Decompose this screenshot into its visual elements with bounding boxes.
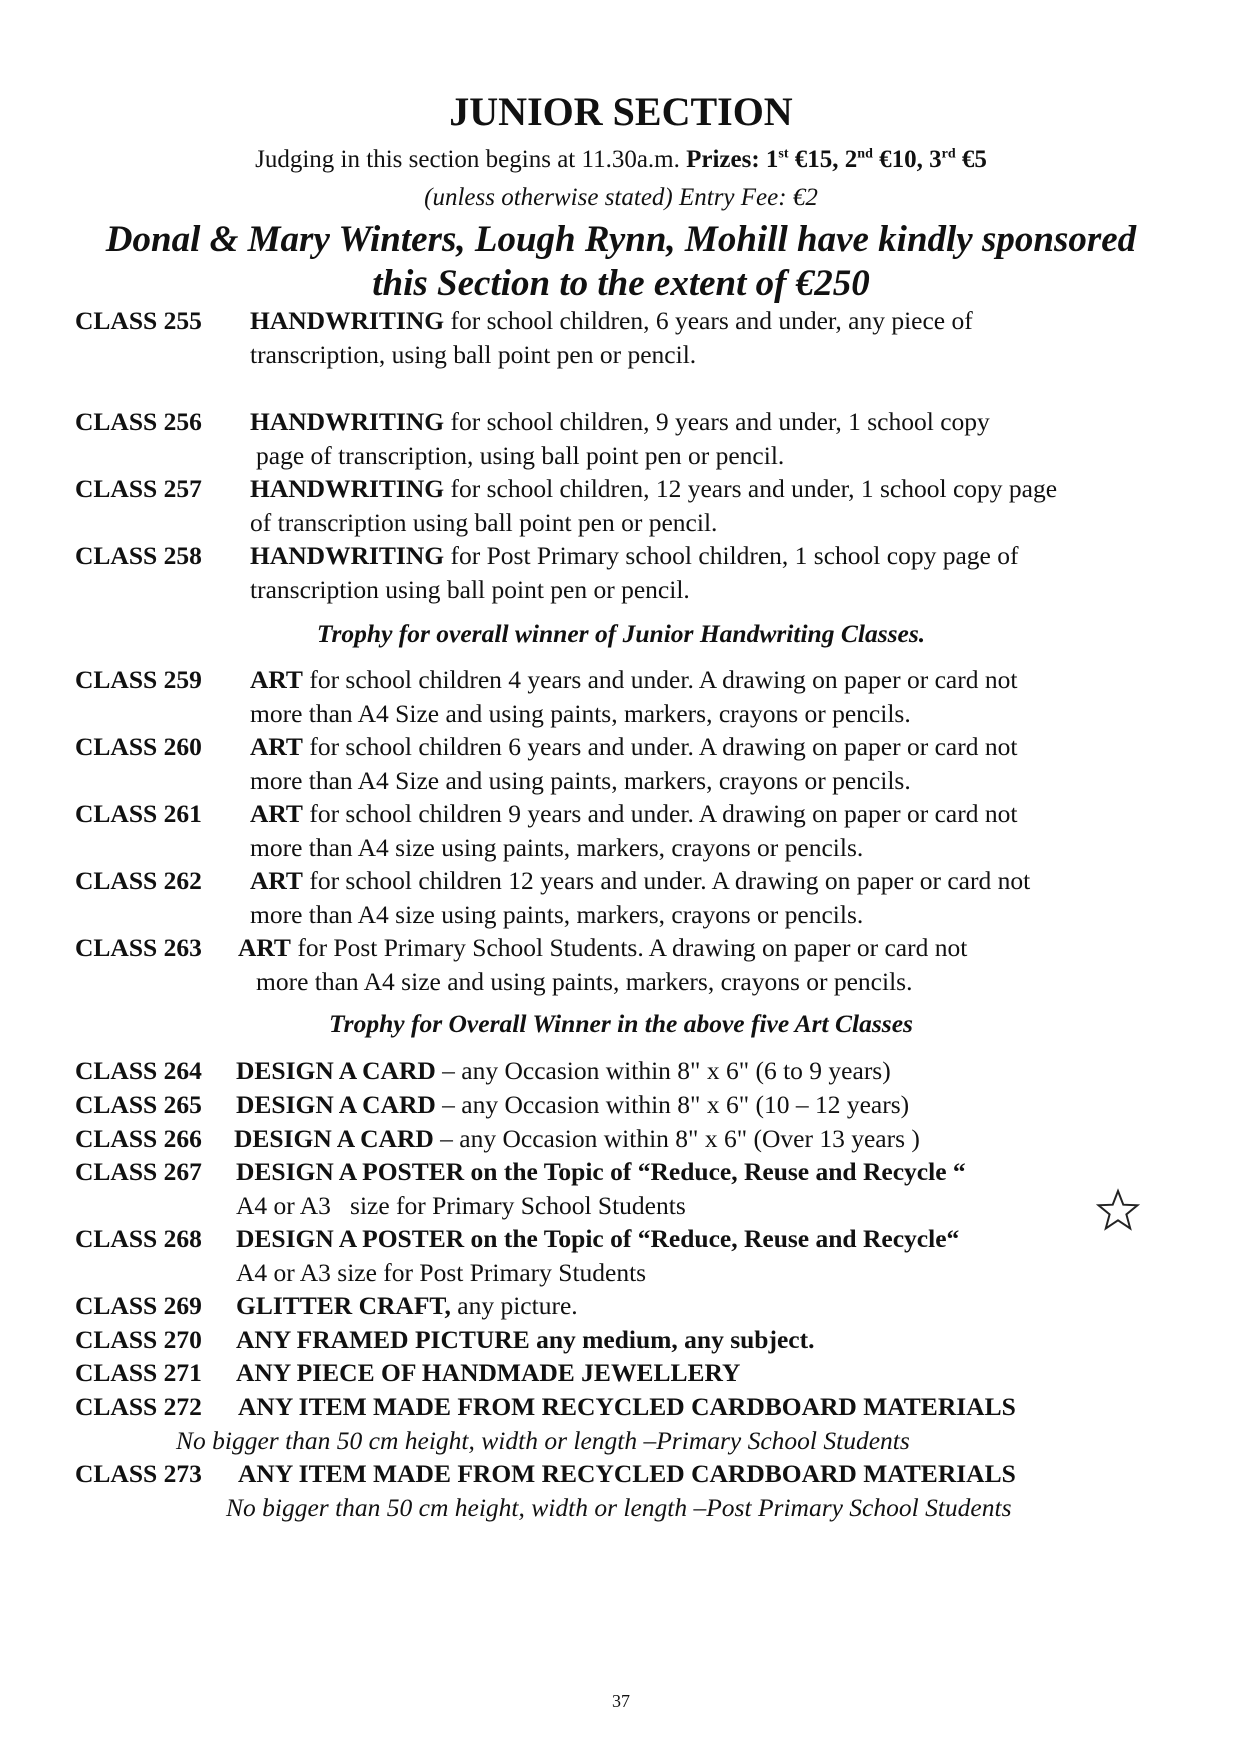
sponsor-line-2: this Section to the extent of €250 bbox=[372, 263, 870, 304]
class-262-desc-cont: more than A4 size using paints, markers, crayons or pencils. bbox=[250, 900, 864, 929]
page-number: 37 bbox=[612, 1691, 630, 1711]
class-262-desc: ART for school children 12 years and under. A drawing on paper or card not bbox=[250, 866, 1031, 895]
trophy-art: Trophy for Overall Winner in the above five Art Classes bbox=[329, 1009, 913, 1038]
prize-third: 3rd €5 bbox=[929, 146, 987, 173]
class-269-desc: GLITTER CRAFT, any picture. bbox=[236, 1291, 578, 1320]
class-255-label: CLASS 255 bbox=[75, 306, 202, 335]
class-265-desc: DESIGN A CARD – any Occasion within 8" x 6" (10 – 12 years) bbox=[236, 1090, 910, 1119]
class-260-desc-cont: more than A4 Size and using paints, markers, crayons or pencils. bbox=[250, 766, 911, 795]
class-273-note: No bigger than 50 cm height, width or length –Post Primary School Students bbox=[226, 1493, 1012, 1522]
class-256-label: CLASS 256 bbox=[75, 407, 202, 436]
class-262-label: CLASS 262 bbox=[75, 866, 202, 895]
class-260-label: CLASS 260 bbox=[75, 732, 202, 761]
class-259-desc: ART for school children 4 years and under. A drawing on paper or card not bbox=[250, 665, 1018, 694]
judging-info bbox=[0, 144, 1242, 176]
class-264-label: CLASS 264 bbox=[75, 1056, 202, 1085]
class-259-label: CLASS 259 bbox=[75, 665, 202, 694]
class-264-desc: DESIGN A CARD – any Occasion within 8" x 6" (6 to 9 years) bbox=[236, 1056, 891, 1085]
class-257-label: CLASS 257 bbox=[75, 474, 202, 503]
class-272-label: CLASS 272 bbox=[75, 1392, 202, 1421]
class-268-label: CLASS 268 bbox=[75, 1224, 202, 1253]
class-273-label: CLASS 273 bbox=[75, 1459, 202, 1488]
class-258-label: CLASS 258 bbox=[75, 541, 202, 570]
class-266-label: CLASS 266 bbox=[75, 1124, 202, 1153]
class-271-desc: ANY PIECE OF HANDMADE JEWELLERY bbox=[236, 1358, 741, 1387]
class-265-label: CLASS 265 bbox=[75, 1090, 202, 1119]
prize-second: 2nd €10, bbox=[844, 146, 923, 173]
class-263-label: CLASS 263 bbox=[75, 933, 202, 962]
class-256-desc: HANDWRITING for school children, 9 years and under, 1 school copy bbox=[250, 407, 990, 436]
class-272-note: No bigger than 50 cm height, width or length –Primary School Students bbox=[176, 1426, 910, 1455]
class-256-desc-cont: page of transcription, using ball point pen or pencil. bbox=[256, 441, 785, 470]
class-260-desc: ART for school children 6 years and under. A drawing on paper or card not bbox=[250, 732, 1018, 761]
class-267-desc: DESIGN A POSTER on the Topic of “Reduce, Reuse and Recycle “ bbox=[236, 1157, 966, 1186]
class-271-label: CLASS 271 bbox=[75, 1358, 202, 1387]
class-261-desc: ART for school children 9 years and under. A drawing on paper or card not bbox=[250, 799, 1018, 828]
class-267-label: CLASS 267 bbox=[75, 1157, 202, 1186]
class-266-desc: DESIGN A CARD – any Occasion within 8" x 6" (Over 13 years ) bbox=[234, 1124, 920, 1153]
class-269-label: CLASS 269 bbox=[75, 1291, 202, 1320]
trophy-handwriting: Trophy for overall winner of Junior Handwriting Classes. bbox=[316, 619, 926, 648]
class-257-desc: HANDWRITING for school children, 12 years and under, 1 school copy page bbox=[250, 474, 1058, 503]
class-255-desc: HANDWRITING for school children, 6 years and under, any piece of bbox=[250, 306, 973, 335]
class-273-desc: ANY ITEM MADE FROM RECYCLED CARDBOARD MATERIALS bbox=[238, 1459, 1016, 1488]
entry-fee-line: (unless otherwise stated) Entry Fee: €2 bbox=[424, 184, 818, 211]
class-255-desc-cont: transcription, using ball point pen or pencil. bbox=[250, 340, 697, 369]
sponsor-line-1: Donal & Mary Winters, Lough Rynn, Mohill have kindly sponsored bbox=[105, 219, 1137, 260]
class-270-desc: ANY FRAMED PICTURE any medium, any subject. bbox=[236, 1325, 815, 1354]
class-258-desc-cont: transcription using ball point pen or pencil. bbox=[250, 575, 690, 604]
class-272-desc: ANY ITEM MADE FROM RECYCLED CARDBOARD MATERIALS bbox=[238, 1392, 1016, 1421]
class-258-desc: HANDWRITING for Post Primary school children, 1 school copy page of bbox=[250, 541, 1019, 570]
judging-text: Judging in this section begins at 11.30a.m. bbox=[255, 146, 680, 173]
class-263-desc-cont: more than A4 size and using paints, markers, crayons or pencils. bbox=[256, 967, 913, 996]
prize-first: 1st €15, bbox=[765, 146, 839, 173]
prizes-label: Prizes: bbox=[686, 146, 760, 173]
class-268-desc-cont: A4 or A3 size for Post Primary Students bbox=[236, 1258, 647, 1287]
star-icon bbox=[1096, 1188, 1140, 1232]
page-title: JUNIOR SECTION bbox=[449, 89, 793, 134]
class-261-desc-cont: more than A4 size using paints, markers, crayons or pencils. bbox=[250, 833, 864, 862]
class-259-desc-cont: more than A4 Size and using paints, markers, crayons or pencils. bbox=[250, 699, 911, 728]
class-268-desc: DESIGN A POSTER on the Topic of “Reduce, Reuse and Recycle“ bbox=[236, 1224, 960, 1253]
class-263-desc: ART for Post Primary School Students. A drawing on paper or card not bbox=[238, 933, 968, 962]
class-261-label: CLASS 261 bbox=[75, 799, 202, 828]
class-257-desc-cont: of transcription using ball point pen or pencil. bbox=[250, 508, 718, 537]
class-267-desc-cont: A4 or A3 size for Primary School Students bbox=[236, 1191, 686, 1220]
class-270-label: CLASS 270 bbox=[75, 1325, 202, 1354]
